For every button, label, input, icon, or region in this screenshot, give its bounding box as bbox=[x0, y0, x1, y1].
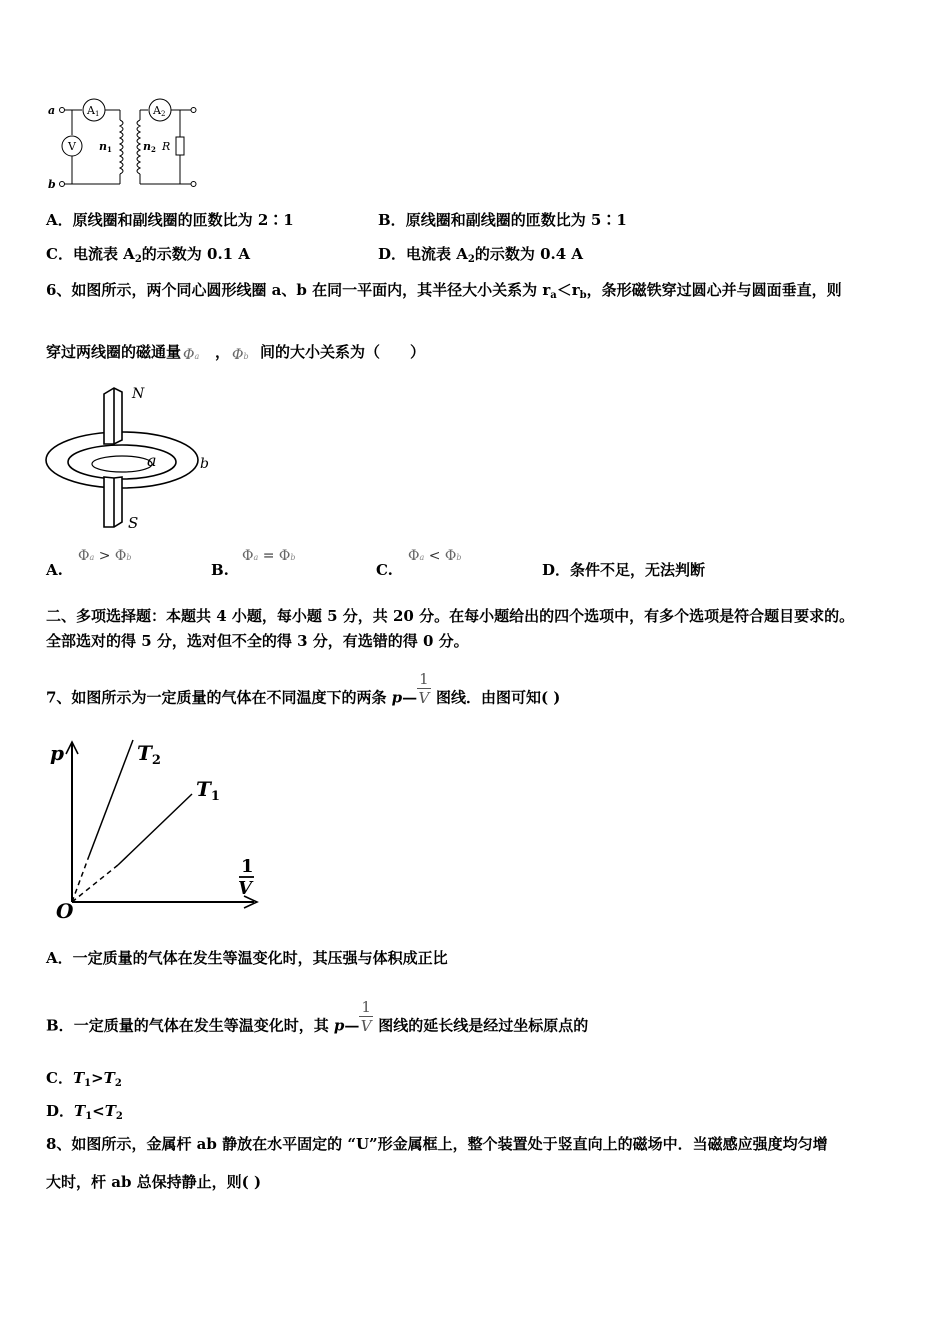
q7-option-a-label: A． bbox=[46, 949, 73, 967]
q7-stem: 7、如图所示为一定质量的气体在不同温度下的两条 p— $\frac{1}{V}$ 图线．由图可知( ) bbox=[46, 670, 561, 707]
q7-option-d[interactable]: D．$T_1<T_2$ bbox=[46, 1102, 123, 1122]
svg-text:n1 bbox=[99, 140, 112, 154]
resistor-label: R bbox=[162, 140, 171, 153]
section2-heading-line2: 全部选对的得 5 分，选对但不全的得 3 分，有选错的得 0 分。 bbox=[46, 632, 469, 650]
q5-option-a[interactable] bbox=[46, 210, 294, 230]
q8-stem-line2: 大时，杆 ab 总保持静止，则( ) bbox=[46, 1173, 262, 1191]
q6-option-a-label: A. bbox=[46, 561, 63, 579]
op-lt: < bbox=[424, 548, 445, 564]
svg-text:A2 bbox=[152, 104, 165, 118]
q6-stem-line1: 6、如图所示，两个同心圆形线圈 a、b 在同一平面内，其半径大小关系为 $r_a<r_b$，条形磁铁穿过圆心并与圆面垂直，则 bbox=[46, 281, 842, 301]
transformer-circuit-diagram bbox=[44, 98, 204, 192]
q7-option-b-p: p bbox=[333, 1016, 345, 1035]
q6-option-b-formula: Φa = Φb bbox=[242, 548, 296, 564]
axis-x-num: 1 bbox=[241, 856, 254, 877]
q6-option-c[interactable] bbox=[376, 560, 393, 580]
q8-stem-line1: 8、如图所示，金属杆 ab 静放在水平固定的 “U”形金属框上，整个装置处于竖直向上的磁场中．当磁感应强度均匀增 bbox=[46, 1135, 828, 1153]
axis-p-label: p bbox=[50, 741, 64, 765]
phi-a: Φ bbox=[408, 548, 420, 564]
terminal-a-label: a bbox=[48, 104, 56, 117]
phi-b: Φ bbox=[444, 548, 457, 564]
q6-option-d-label: D． bbox=[542, 561, 571, 579]
q7-option-b-post: 图线的延长线是经过坐标原点的 bbox=[372, 1016, 589, 1035]
op-gt: > bbox=[94, 548, 115, 564]
q5-option-c-label: C． bbox=[46, 245, 73, 263]
coil-a-label: a bbox=[147, 451, 157, 470]
q6-option-d[interactable] bbox=[542, 560, 705, 580]
q5-option-a-text: 原线圈和副线圈的匝数比为 2∶1 bbox=[72, 211, 294, 229]
magnet-s-label: S bbox=[128, 514, 139, 532]
n2-sub: 2 bbox=[151, 145, 156, 154]
svg-text:n2 bbox=[143, 140, 156, 154]
q7-option-b-label: B． bbox=[46, 1016, 74, 1035]
terminal-b-label: b bbox=[48, 178, 56, 191]
voltmeter-label: V bbox=[68, 140, 76, 153]
q7-option-c-label: C． bbox=[46, 1069, 73, 1087]
t2-label: T bbox=[137, 741, 152, 765]
q7-option-a[interactable] bbox=[46, 948, 448, 968]
n2-label: n bbox=[143, 140, 151, 153]
magnet-n-label: N bbox=[132, 386, 145, 402]
q5-option-d-pre: 电流表 A bbox=[406, 245, 468, 263]
n1-sub: 1 bbox=[107, 145, 112, 154]
origin-label: O bbox=[56, 899, 74, 922]
q5-option-d-post: 的示数为 0.4 A bbox=[474, 245, 584, 263]
t2-sub: 2 bbox=[151, 753, 161, 768]
ammeter-a2-label: A bbox=[153, 104, 161, 117]
q5-option-d-sub: 2 bbox=[467, 254, 475, 265]
phi-b: Φ bbox=[278, 548, 291, 564]
phi-a: Φ bbox=[242, 548, 254, 564]
q5-option-b[interactable] bbox=[378, 210, 627, 230]
svg-text:T1 bbox=[196, 777, 220, 804]
axis-x-den: V bbox=[238, 878, 252, 899]
ammeter-a1-sub: 1 bbox=[94, 110, 100, 118]
q5-option-d-label: D． bbox=[378, 245, 407, 263]
n1-label: n bbox=[99, 140, 107, 153]
q5-option-a-label: A． bbox=[46, 211, 73, 229]
q7-option-b[interactable] bbox=[46, 998, 589, 1045]
q5-option-b-label: B． bbox=[378, 211, 406, 229]
t1-sub: 1 bbox=[210, 789, 220, 804]
svg-text:T2 bbox=[137, 741, 161, 768]
q6-option-b[interactable] bbox=[211, 560, 229, 580]
phi-b-symbol: Φ bbox=[232, 347, 244, 363]
q6-option-a-formula: Φa > Φb bbox=[78, 548, 132, 564]
q6-option-b-label: B. bbox=[211, 561, 229, 579]
q6-stem-line2: 穿过两线圈的磁通量 Φa ， Φb 间的大小关系为（ ） bbox=[46, 343, 426, 363]
q5-option-b-text: 原线圈和副线圈的匝数比为 5∶1 bbox=[405, 211, 627, 229]
q7-option-b-dash: — bbox=[344, 1016, 360, 1035]
q6-option-c-label: C. bbox=[376, 561, 393, 579]
q6-option-d-text: 条件不足，无法判断 bbox=[570, 561, 706, 579]
op-eq: = bbox=[258, 548, 279, 564]
q7-option-d-label: D． bbox=[46, 1102, 75, 1120]
q5-option-c-pre: 电流表 A bbox=[72, 245, 135, 263]
magnet-coil-diagram bbox=[44, 382, 219, 532]
q7-option-b-fraction: $\frac{1}{V}$ bbox=[360, 998, 372, 1035]
phi-a: Φ bbox=[78, 548, 90, 564]
q6-option-a[interactable] bbox=[46, 560, 63, 580]
q6-option-c-formula: Φa < Φb bbox=[408, 548, 462, 564]
q5-option-c-post: 的示数为 0.1 A bbox=[141, 245, 250, 263]
q5-option-c[interactable] bbox=[46, 244, 250, 264]
q7-option-c[interactable]: C．$T_1>T_2$ bbox=[46, 1069, 122, 1089]
coil-b-label: b bbox=[200, 456, 209, 472]
ammeter-a1-label: A bbox=[87, 104, 95, 117]
t1-label: T bbox=[196, 777, 211, 801]
q7-option-a-text: 一定质量的气体在发生等温变化时，其压强与体积成正比 bbox=[72, 949, 448, 967]
phi-a-symbol: Φ bbox=[183, 347, 195, 363]
q5-option-c-sub: 2 bbox=[134, 254, 142, 265]
q7-option-b-pre: 一定质量的气体在发生等温变化时，其 bbox=[73, 1016, 334, 1035]
section2-heading-line1: 二、多项选择题：本题共 4 小题，每小题 5 分，共 20 分。在每小题给出的四个选项中，有多个选项是符合题目要求的。 bbox=[46, 607, 855, 625]
svg-text:A1 bbox=[86, 104, 99, 118]
q5-option-d[interactable] bbox=[378, 244, 583, 264]
p-1overV-graph bbox=[44, 732, 269, 922]
ammeter-a2-sub: 2 bbox=[160, 110, 166, 118]
phi-b: Φ bbox=[114, 548, 127, 564]
